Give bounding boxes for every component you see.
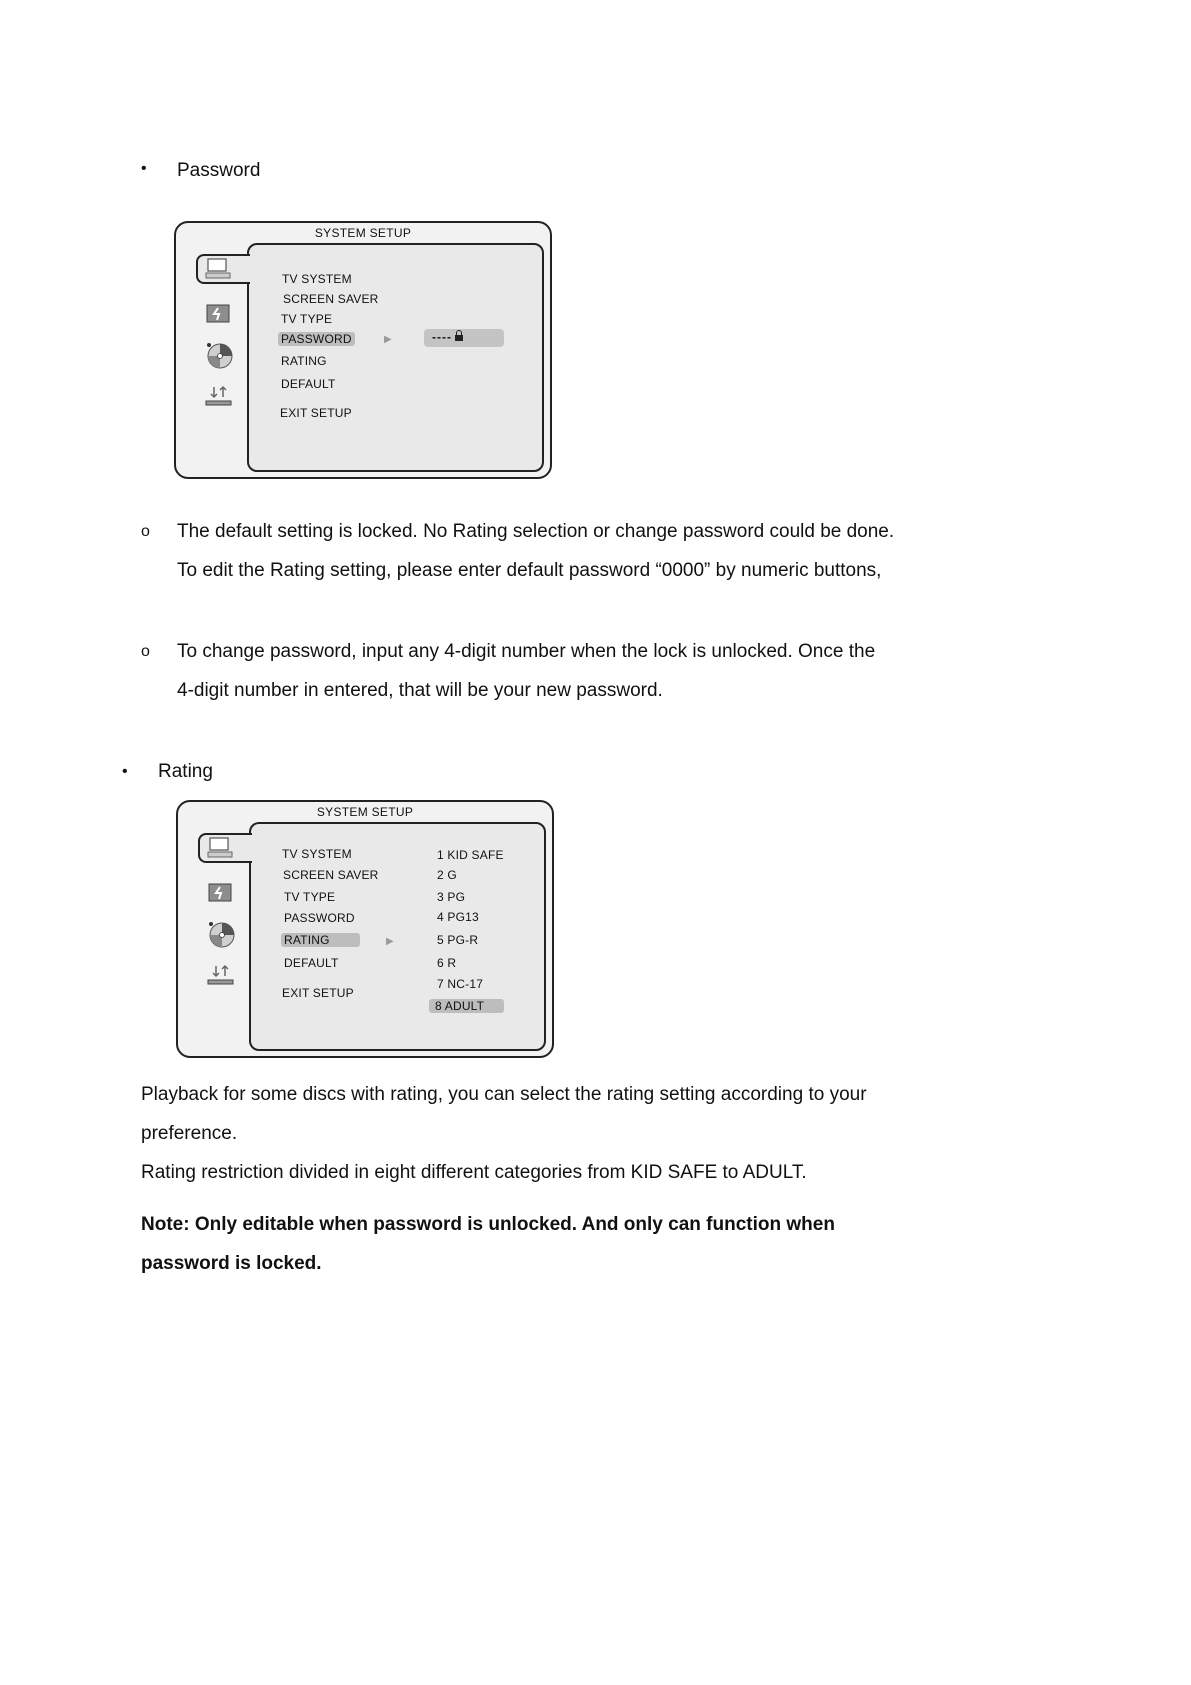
menu-item-screen-saver[interactable]: SCREEN SAVER [283, 292, 379, 306]
rating-option-2[interactable]: 2 G [437, 868, 457, 882]
menu-item-password[interactable]: PASSWORD [284, 911, 355, 925]
note-2-line-2: 4-digit number in entered, that will be your new password. [177, 680, 663, 701]
rating-option-6[interactable]: 6 R [437, 956, 457, 970]
system-setup-menu-rating [176, 800, 554, 1058]
monitor-icon [207, 836, 233, 860]
rating-option-1[interactable]: 1 KID SAFE [437, 848, 504, 862]
menu-item-rating[interactable]: RATING [281, 933, 360, 947]
rating-paragraph-line-3: Rating restriction divided in eight different categories from KID SAFE to ADULT. [141, 1162, 807, 1183]
section-title-password: Password [177, 160, 261, 181]
note-line-1: Note: Only editable when password is unlocked. And only can function when [141, 1214, 835, 1235]
transfer-icon [207, 964, 235, 988]
list-marker: o [141, 523, 150, 540]
menu-item-exit-setup[interactable]: EXIT SETUP [280, 406, 352, 420]
menu-item-password[interactable]: PASSWORD [278, 332, 355, 346]
menu-item-tv-system[interactable]: TV SYSTEM [282, 847, 352, 861]
note-2-line-1: To change password, input any 4-digit number when the lock is unlocked. Once the [177, 641, 876, 662]
menu-item-tv-system[interactable]: TV SYSTEM [282, 272, 352, 286]
password-field[interactable] [424, 329, 504, 347]
rating-option-5[interactable]: 5 PG-R [437, 933, 479, 947]
monitor-icon [205, 257, 231, 281]
submenu-arrow: ▶ [386, 936, 394, 947]
rating-option-4[interactable]: 4 PG13 [437, 910, 479, 924]
rating-option-7[interactable]: 7 NC-17 [437, 977, 484, 991]
menu-item-tv-type[interactable]: TV TYPE [281, 312, 333, 326]
audio-icon [208, 881, 234, 903]
password-value: ---- [432, 330, 452, 344]
menu-title: SYSTEM SETUP [316, 805, 414, 819]
menu-item-default[interactable]: DEFAULT [284, 956, 339, 970]
lock-icon [455, 335, 463, 341]
rating-paragraph-line-1: Playback for some discs with rating, you can select the rating setting according to your [141, 1084, 867, 1105]
submenu-arrow: ▶ [384, 334, 392, 345]
section-title-rating: Rating [158, 761, 213, 782]
system-setup-menu-password [174, 221, 552, 479]
note-1-line-1: The default setting is locked. No Rating selection or change password could be done. [177, 521, 895, 542]
bullet: • [141, 160, 147, 177]
rating-option-3[interactable]: 3 PG [437, 890, 466, 904]
menu-item-tv-type[interactable]: TV TYPE [284, 890, 336, 904]
menu-title: SYSTEM SETUP [314, 226, 412, 240]
bullet: • [122, 763, 128, 780]
rating-option-8-selected[interactable]: 8 ADULT [429, 999, 504, 1013]
disc-icon [204, 340, 234, 370]
disc-icon [206, 919, 236, 949]
menu-item-rating[interactable]: RATING [281, 354, 327, 368]
list-marker: o [141, 643, 150, 660]
note-1-line-2: To edit the Rating setting, please enter default password “0000” by numeric buttons, [177, 560, 882, 581]
transfer-icon [205, 385, 233, 409]
rating-paragraph-line-2: preference. [141, 1123, 238, 1144]
menu-item-default[interactable]: DEFAULT [281, 377, 336, 391]
note-line-2: password is locked. [141, 1253, 322, 1274]
menu-item-screen-saver[interactable]: SCREEN SAVER [283, 868, 379, 882]
audio-icon [206, 302, 232, 324]
menu-item-exit-setup[interactable]: EXIT SETUP [282, 986, 354, 1000]
